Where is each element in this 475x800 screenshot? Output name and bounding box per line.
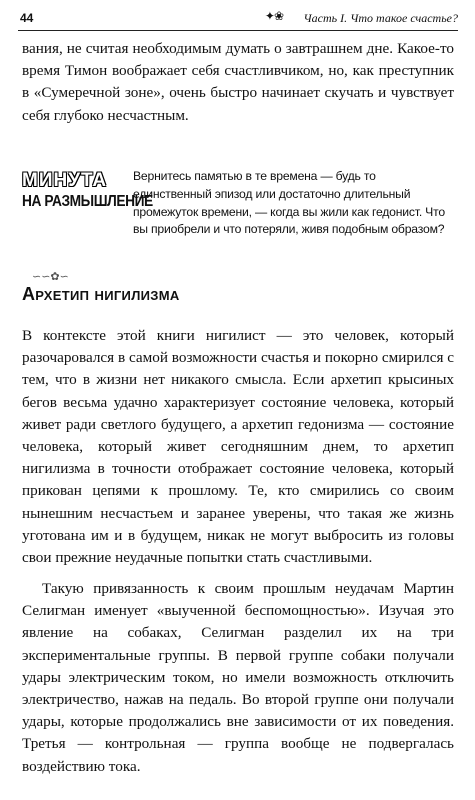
reflection-text: Вернитесь памятью в те времена — будь то единственный эпизод или достаточно длительный промежуток времени, — когда вы жили как гедонист. Что вы приобрели и что потеряли, живя подобным образом? — [133, 169, 445, 237]
header-ornament-icon: ✦❀ — [264, 9, 283, 23]
reflection-logo-top: МИНУТА — [22, 170, 108, 191]
paragraph-nihilism: В контексте этой книги нигилист — это человек, который разочаровался в самой возможности счастья и покорно смирился с тем, что в жизни нет никакого смысла. Если архетип крысиных бегов весьма удачно характеризует состояние человека, который живет ради светлого будущего, а архетип гедонизма — состояние человека, который живет сегодняшним днем, то архетип нигилизма в точности отображает состояние человека, который прикован цепями к прошлому. Те, кто смирились со своим нынешним несчастьем и заранее уверены, что такая же жизнь уготована им и в будущем, никак не могут выбросить из головы свои прежние неудачные попытки стать счастливыми. — [22, 327, 454, 567]
paragraph-seligman: Такую привязанность к своим прошлым неудачам Мартин Селигман именует «выученной беспомощностью». Изучая это явление на собаках, Селигман разделил их на три экспериментальные группы. В первой группе собаки получали удары электрическим током, но имели возможность отключить электричество, нажав на педаль. Во второй группе они получали удары, которые продолжались вне зависимости от их поведения. Третья — контрольная — группа вообще не подвергалась воздействию тока. — [22, 580, 454, 775]
page-number: 44 — [20, 11, 34, 25]
running-title: Часть I. Что такое счастье? — [303, 11, 458, 25]
section-heading: Архетип нигилизма — [22, 284, 180, 304]
section-ornament-icon: ∽∽✿∽ — [32, 271, 69, 283]
reflection-logo-bottom: НА РАЗМЫШЛЕНИЕ — [22, 193, 153, 210]
page-header — [18, 8, 458, 31]
reflection-logo — [22, 170, 153, 240]
paragraph-intro: вания, не считая необходимым думать о завтрашнем дне. Какое-то время Тимон воображает себя счастливчиком, но, как преступник в «Сумеречной зоне», очень быстро начинает скучать и чувствует себя глубоко несчастным. — [22, 40, 454, 124]
